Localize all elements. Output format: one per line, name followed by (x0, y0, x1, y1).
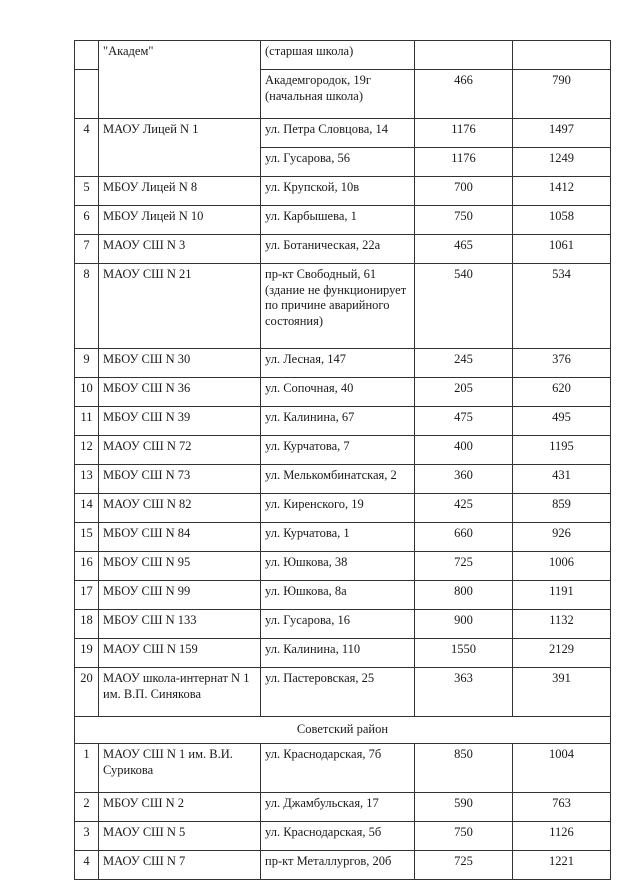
table-row (75, 610, 611, 639)
value-col-1: 900 (415, 610, 513, 639)
school-address: пр-кт Металлургов, 20б (261, 851, 415, 880)
school-name: МБОУ СШ N 2 (99, 793, 261, 822)
row-number: 10 (75, 378, 99, 407)
school-address: Академгородок, 19г (начальная школа) (261, 70, 415, 119)
row-number: 5 (75, 177, 99, 206)
row-number (75, 41, 99, 70)
school-address: ул. Киренского, 19 (261, 494, 415, 523)
value-col-2: 1195 (513, 436, 611, 465)
value-col-1: 725 (415, 552, 513, 581)
row-number: 19 (75, 639, 99, 668)
table-row (75, 639, 611, 668)
row-number: 18 (75, 610, 99, 639)
value-col-1: 590 (415, 793, 513, 822)
value-col-2: 1497 (513, 119, 611, 148)
row-number (75, 70, 99, 119)
value-col-2: 391 (513, 668, 611, 717)
table-row (75, 264, 611, 349)
value-col-2: 1058 (513, 206, 611, 235)
school-address: ул. Краснодарская, 5б (261, 822, 415, 851)
value-col-1: 1176 (415, 148, 513, 177)
value-col-1 (415, 41, 513, 70)
school-name: МБОУ СШ N 133 (99, 610, 261, 639)
school-name: МБОУ Лицей N 10 (99, 206, 261, 235)
school-address: ул. Джамбульская, 17 (261, 793, 415, 822)
row-number: 12 (75, 436, 99, 465)
row-number: 9 (75, 349, 99, 378)
school-name: МБОУ Лицей N 8 (99, 177, 261, 206)
school-address: ул. Калинина, 67 (261, 407, 415, 436)
value-col-2: 620 (513, 378, 611, 407)
school-name: МАОУ СШ N 82 (99, 494, 261, 523)
section-row (75, 717, 611, 744)
row-number: 16 (75, 552, 99, 581)
school-name: МАОУ СШ N 7 (99, 851, 261, 880)
value-col-2: 859 (513, 494, 611, 523)
row-number: 15 (75, 523, 99, 552)
table-row (75, 552, 611, 581)
table-row (75, 744, 611, 793)
school-name: "Академ" (99, 41, 261, 119)
value-col-2: 1061 (513, 235, 611, 264)
value-col-2: 1006 (513, 552, 611, 581)
table-row (75, 523, 611, 552)
school-name: МАОУ СШ N 21 (99, 264, 261, 349)
value-col-1: 400 (415, 436, 513, 465)
school-name: МАОУ СШ N 1 им. В.И. Сурикова (99, 744, 261, 793)
value-col-1: 700 (415, 177, 513, 206)
school-name: МАОУ школа-интернат N 1 им. В.П. Синякова (99, 668, 261, 717)
row-number: 8 (75, 264, 99, 349)
table-row (75, 581, 611, 610)
school-address: ул. Гусарова, 16 (261, 610, 415, 639)
table-row (75, 378, 611, 407)
row-number: 2 (75, 793, 99, 822)
table-row (75, 407, 611, 436)
school-address: ул. Краснодарская, 7б (261, 744, 415, 793)
value-col-2: 2129 (513, 639, 611, 668)
row-number: 14 (75, 494, 99, 523)
value-col-2: 926 (513, 523, 611, 552)
value-col-1: 540 (415, 264, 513, 349)
school-address: ул. Крупской, 10в (261, 177, 415, 206)
school-address: ул. Юшкова, 8а (261, 581, 415, 610)
value-col-2: 431 (513, 465, 611, 494)
school-address: ул. Юшкова, 38 (261, 552, 415, 581)
school-name: МАОУ Лицей N 1 (99, 119, 261, 177)
value-col-1: 465 (415, 235, 513, 264)
school-address: ул. Ботаническая, 22а (261, 235, 415, 264)
row-number: 4 (75, 119, 99, 177)
value-col-2: 1191 (513, 581, 611, 610)
school-address: ул. Гусарова, 56 (261, 148, 415, 177)
school-name: МБОУ СШ N 84 (99, 523, 261, 552)
school-name: МАОУ СШ N 3 (99, 235, 261, 264)
school-address: ул. Курчатова, 7 (261, 436, 415, 465)
school-address: ул. Лесная, 147 (261, 349, 415, 378)
value-col-1: 205 (415, 378, 513, 407)
table-row (75, 349, 611, 378)
value-col-2: 1004 (513, 744, 611, 793)
schools-table (74, 40, 611, 880)
school-address: ул. Карбышева, 1 (261, 206, 415, 235)
value-col-2: 790 (513, 70, 611, 119)
row-number: 7 (75, 235, 99, 264)
section-heading: Советский район (75, 717, 611, 744)
row-number: 3 (75, 822, 99, 851)
school-name: МБОУ СШ N 36 (99, 378, 261, 407)
value-col-2: 1221 (513, 851, 611, 880)
value-col-2: 1126 (513, 822, 611, 851)
value-col-1: 245 (415, 349, 513, 378)
table-row (75, 494, 611, 523)
school-address: ул. Пастеровская, 25 (261, 668, 415, 717)
table-row (75, 822, 611, 851)
school-name: МБОУ СШ N 73 (99, 465, 261, 494)
school-name: МБОУ СШ N 99 (99, 581, 261, 610)
value-col-1: 750 (415, 206, 513, 235)
value-col-1: 750 (415, 822, 513, 851)
school-name: МБОУ СШ N 39 (99, 407, 261, 436)
value-col-1: 1550 (415, 639, 513, 668)
table-row (75, 668, 611, 717)
value-col-1: 1176 (415, 119, 513, 148)
value-col-2: 1249 (513, 148, 611, 177)
value-col-1: 850 (415, 744, 513, 793)
value-col-1: 466 (415, 70, 513, 119)
value-col-1: 363 (415, 668, 513, 717)
value-col-1: 660 (415, 523, 513, 552)
value-col-1: 475 (415, 407, 513, 436)
row-number: 4 (75, 851, 99, 880)
school-address: ул. Мелькомбинатская, 2 (261, 465, 415, 494)
value-col-1: 800 (415, 581, 513, 610)
row-number: 17 (75, 581, 99, 610)
school-address: ул. Сопочная, 40 (261, 378, 415, 407)
table-row (75, 235, 611, 264)
school-address: пр-кт Свободный, 61 (здание не функционирует по причине аварийного состояния) (261, 264, 415, 349)
school-name: МАОУ СШ N 72 (99, 436, 261, 465)
table-row (75, 177, 611, 206)
school-address: (старшая школа) (261, 41, 415, 70)
row-number: 20 (75, 668, 99, 717)
school-address: ул. Калинина, 110 (261, 639, 415, 668)
row-number: 6 (75, 206, 99, 235)
value-col-2 (513, 41, 611, 70)
table-row (75, 793, 611, 822)
table-row (75, 851, 611, 880)
value-col-2: 1132 (513, 610, 611, 639)
table-row (75, 119, 611, 148)
value-col-2: 495 (513, 407, 611, 436)
value-col-1: 360 (415, 465, 513, 494)
value-col-2: 534 (513, 264, 611, 349)
school-address: ул. Курчатова, 1 (261, 523, 415, 552)
table-row (75, 41, 611, 70)
value-col-2: 1412 (513, 177, 611, 206)
row-number: 11 (75, 407, 99, 436)
school-name: МБОУ СШ N 95 (99, 552, 261, 581)
value-col-2: 376 (513, 349, 611, 378)
row-number: 1 (75, 744, 99, 793)
row-number: 13 (75, 465, 99, 494)
school-name: МБОУ СШ N 30 (99, 349, 261, 378)
school-name: МАОУ СШ N 5 (99, 822, 261, 851)
table-row (75, 206, 611, 235)
table-row (75, 465, 611, 494)
value-col-1: 725 (415, 851, 513, 880)
school-address: ул. Петра Словцова, 14 (261, 119, 415, 148)
table-row (75, 436, 611, 465)
school-name: МАОУ СШ N 159 (99, 639, 261, 668)
value-col-2: 763 (513, 793, 611, 822)
value-col-1: 425 (415, 494, 513, 523)
